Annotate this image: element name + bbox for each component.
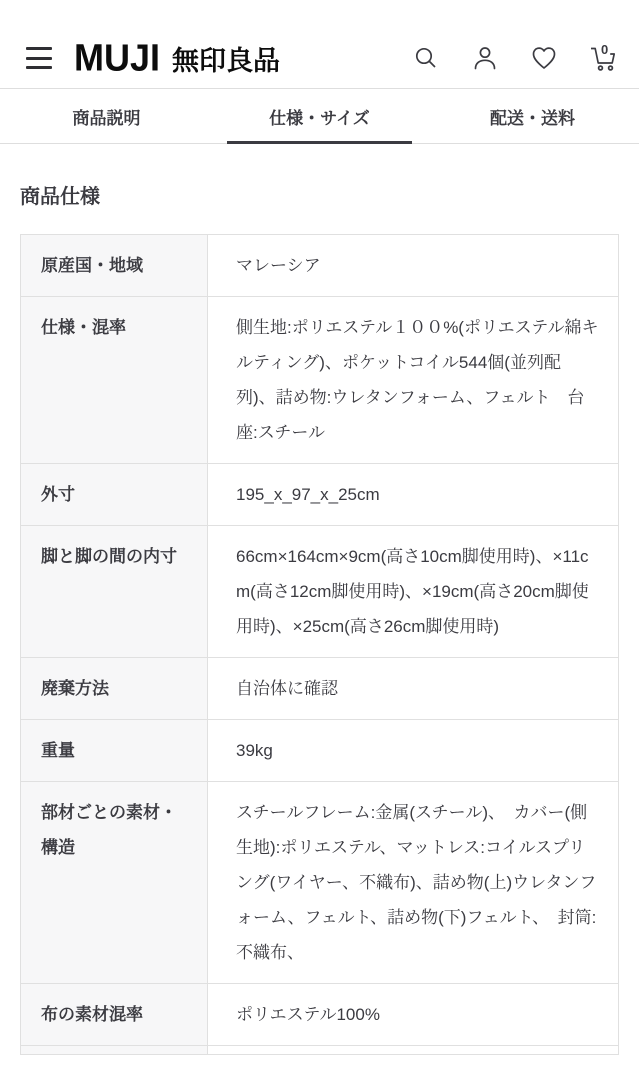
spec-label: 部材ごとの素材・構造: [21, 782, 208, 983]
table-row: [21, 720, 618, 782]
spec-label: 布の素材混率: [21, 984, 208, 1045]
table-row: [21, 658, 618, 720]
product-tabbar: [0, 88, 639, 144]
spec-table: [20, 234, 619, 1055]
tab-label: 商品説明: [72, 108, 141, 128]
spec-label: [21, 1046, 208, 1054]
spec-value: マレーシア: [236, 256, 321, 275]
logo-text-en: MUJI: [74, 35, 161, 79]
account-icon[interactable]: [471, 44, 499, 72]
menu-icon[interactable]: [26, 47, 52, 69]
wishlist-heart-icon[interactable]: [530, 44, 558, 72]
spec-value: [208, 1046, 618, 1054]
tab-spec-size[interactable]: [213, 89, 426, 143]
search-icon[interactable]: [412, 44, 440, 72]
spec-value: 66cm×164cm×9cm(高さ10cm脚使用時)、×11cm(高さ12cm脚使用時)、×19cm(高さ20cm脚使用時)、×25cm(高さ26cm脚使用時): [236, 547, 589, 636]
muji-logo[interactable]: [74, 35, 281, 79]
spec-label: 原産国・地域: [21, 235, 208, 296]
table-row: [21, 297, 618, 464]
spec-value: 自治体に確認: [236, 679, 338, 698]
table-row: [21, 782, 618, 984]
spec-label: 廃棄方法: [21, 658, 208, 719]
cart-count-badge: 0: [601, 42, 609, 57]
spec-value: 195_x_97_x_25cm: [236, 485, 380, 504]
table-row: [21, 526, 618, 658]
cart-icon[interactable]: [589, 44, 617, 72]
spec-value: 側生地:ポリエステル１００%(ポリエステル綿キルティング)、ポケットコイル544個(並列配列)、詰め物:ウレタンフォーム、フェルト 台座:スチール: [236, 318, 599, 442]
table-row: [21, 235, 618, 297]
spec-label: 外寸: [21, 464, 208, 525]
table-row: [21, 464, 618, 526]
spec-value: 39kg: [236, 741, 273, 760]
spec-label: 仕様・混率: [21, 297, 208, 463]
section-title: 商品仕様: [20, 186, 100, 208]
tab-label: 仕様・サイズ: [269, 108, 370, 128]
tab-label: 配送・送料: [490, 108, 575, 128]
tab-shipping[interactable]: [426, 89, 639, 143]
spec-section: [0, 180, 639, 1055]
spec-value: スチールフレーム:金属(スチール)、 カバー(側生地):ポリエステル、マットレス:コイルスプリング(ワイヤー、不織布)、詰め物(上)ウレタンフォーム、フェルト、詰め物(下)フェルト、 封筒: 不織布、: [236, 803, 614, 962]
logo-text-jp: 無印良品: [172, 46, 281, 76]
tab-product-description[interactable]: [0, 89, 213, 143]
spec-value: ポリエステル100%: [236, 1005, 380, 1024]
app-header: [0, 0, 639, 88]
table-row-partial: [21, 1046, 618, 1054]
table-row: [21, 984, 618, 1046]
spec-label: 重量: [21, 720, 208, 781]
spec-label: 脚と脚の間の内寸: [21, 526, 208, 657]
